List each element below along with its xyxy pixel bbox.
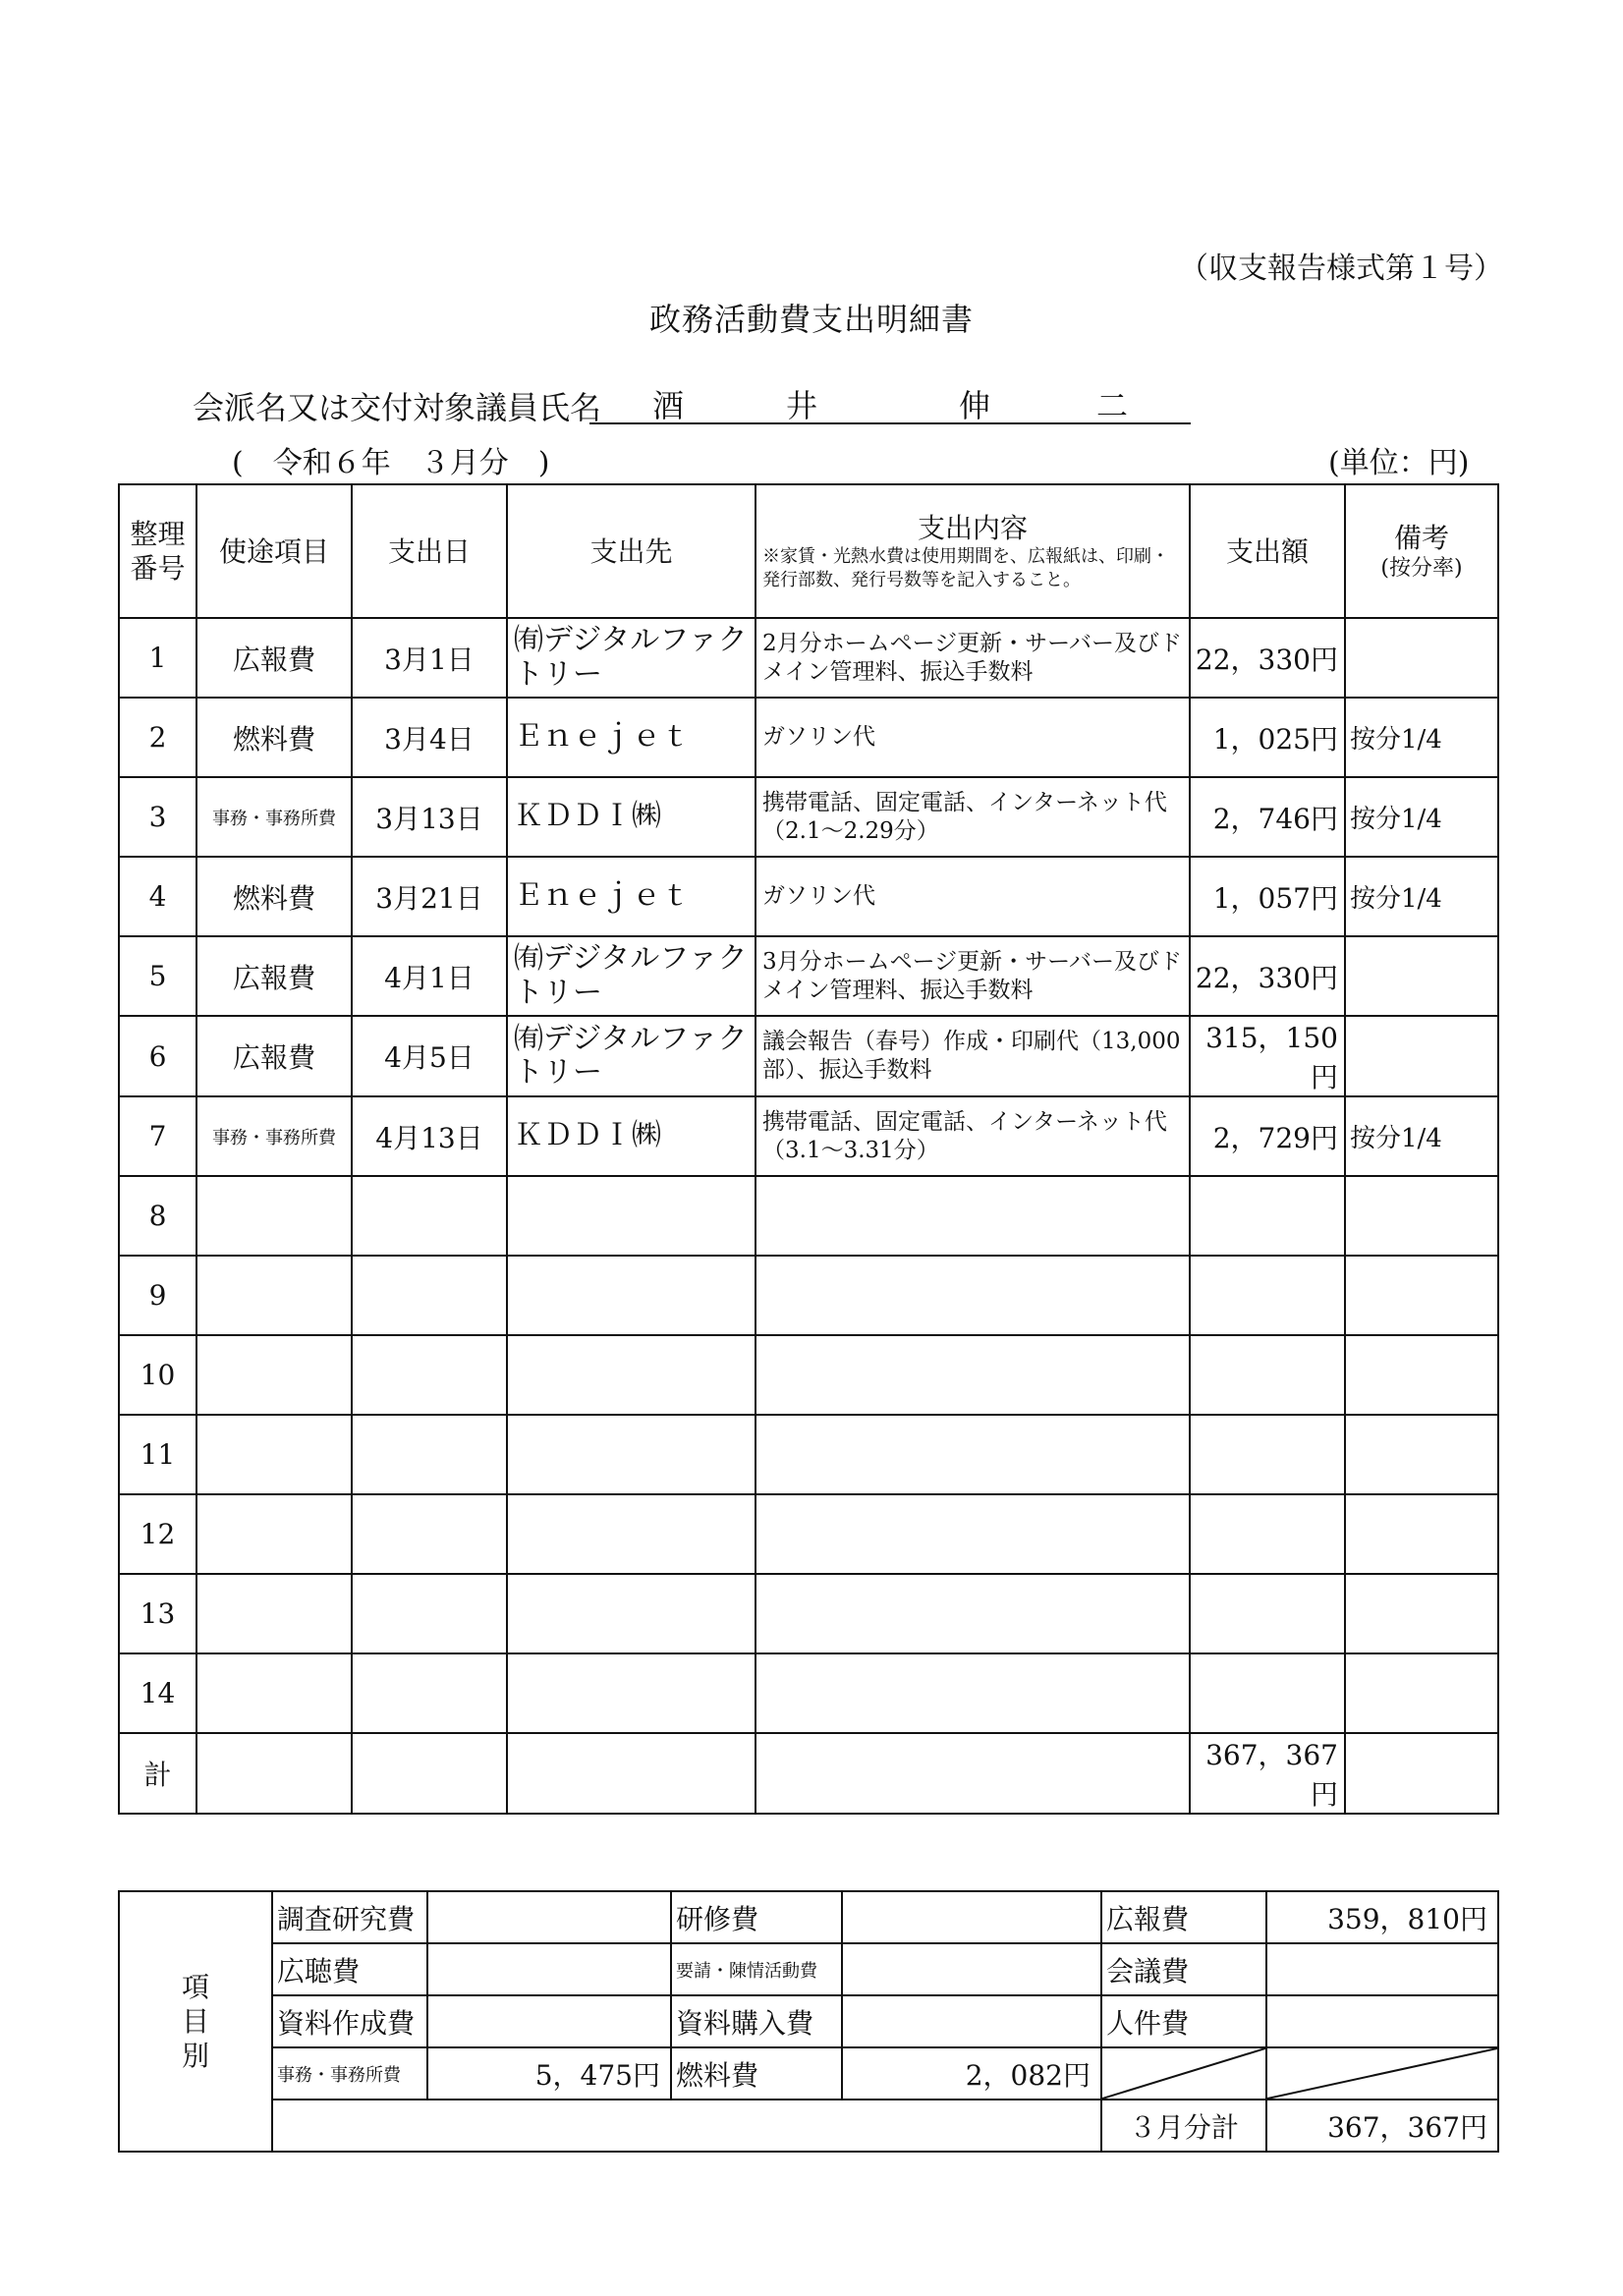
row-remarks bbox=[1345, 1415, 1498, 1494]
page-title: 政務活動費支出明細書 bbox=[648, 301, 974, 338]
row-amount bbox=[1190, 1335, 1345, 1415]
label-meeting: 会議費 bbox=[1101, 1943, 1266, 1995]
table-body bbox=[119, 618, 1498, 1733]
row-payee: ㈲デジタルファクトリー bbox=[507, 1016, 756, 1096]
row-item: 広報費 bbox=[196, 1016, 352, 1096]
row-date bbox=[352, 1256, 507, 1335]
row-content bbox=[756, 1176, 1190, 1256]
value-fuel: 2，082円 bbox=[842, 2047, 1101, 2100]
unit-label: (単位：円) bbox=[1328, 446, 1470, 480]
row-number: 8 bbox=[119, 1176, 196, 1256]
row-number: 3 bbox=[119, 777, 196, 857]
total-amount: 367，367円 bbox=[1190, 1733, 1345, 1814]
value-office: 5，475円 bbox=[427, 2047, 671, 2100]
row-date: 3月1日 bbox=[352, 618, 507, 698]
value-meeting bbox=[1266, 1943, 1498, 1995]
header-content-title: 支出内容 bbox=[917, 512, 1028, 545]
row-date bbox=[352, 1494, 507, 1574]
row-content: 携帯電話、固定電話、インターネット代（2.1～2.29分） bbox=[756, 777, 1190, 857]
row-item: 燃料費 bbox=[196, 698, 352, 777]
label-office: 事務・事務所費 bbox=[272, 2047, 427, 2100]
row-item bbox=[196, 1574, 352, 1653]
row-payee bbox=[507, 1574, 756, 1653]
header-content-note: ※家賃・光熱水費は使用期間を、広報紙は、印刷・発行部数、発行号数等を記入すること。 bbox=[762, 546, 1169, 590]
row-number: 10 bbox=[119, 1335, 196, 1415]
empty-cell bbox=[1345, 1733, 1498, 1814]
header-remarks-title: 備考 bbox=[1393, 521, 1449, 554]
row-date: 4月13日 bbox=[352, 1096, 507, 1176]
row-amount: 22，330円 bbox=[1190, 618, 1345, 698]
label-petition: 要請・陳情活動費 bbox=[671, 1943, 842, 1995]
row-item: 事務・事務所費 bbox=[196, 1096, 352, 1176]
row-item: 広報費 bbox=[196, 618, 352, 698]
row-date: 3月13日 bbox=[352, 777, 507, 857]
row-remarks: 按分1/4 bbox=[1345, 1096, 1498, 1176]
row-payee: ＫＤＤＩ㈱ bbox=[507, 777, 756, 857]
table-row bbox=[119, 1415, 1498, 1494]
row-date bbox=[352, 1176, 507, 1256]
value-petition bbox=[842, 1943, 1101, 1995]
value-material-purchase bbox=[842, 1995, 1101, 2047]
member-name-char: 井 bbox=[786, 387, 818, 424]
value-training bbox=[842, 1891, 1101, 1943]
label-hearing: 広聴費 bbox=[272, 1943, 427, 1995]
table-row bbox=[119, 936, 1498, 1016]
row-date: 4月5日 bbox=[352, 1016, 507, 1096]
row-amount: 2，729円 bbox=[1190, 1096, 1345, 1176]
row-number: 5 bbox=[119, 936, 196, 1016]
empty-cell bbox=[756, 1733, 1190, 1814]
member-name-char: 伸 bbox=[959, 387, 991, 424]
row-remarks bbox=[1345, 936, 1498, 1016]
total-label: 計 bbox=[119, 1733, 196, 1814]
category-side-label: 項 目 別 bbox=[119, 1891, 272, 2152]
table-row bbox=[119, 1574, 1498, 1653]
row-date: 4月1日 bbox=[352, 936, 507, 1016]
row-number: 9 bbox=[119, 1256, 196, 1335]
table-row bbox=[119, 777, 1498, 857]
row-amount bbox=[1190, 1574, 1345, 1653]
row-item bbox=[196, 1335, 352, 1415]
row-remarks bbox=[1345, 1256, 1498, 1335]
member-label: 会派名又は交付対象議員氏名 bbox=[193, 389, 602, 426]
month-total-value: 367，367円 bbox=[1266, 2100, 1498, 2152]
row-content bbox=[756, 1653, 1190, 1733]
header-remarks-sub: (按分率) bbox=[1380, 555, 1463, 581]
label-personnel: 人件費 bbox=[1101, 1995, 1266, 2047]
row-amount bbox=[1190, 1256, 1345, 1335]
header-date: 支出日 bbox=[352, 484, 507, 618]
row-content bbox=[756, 1494, 1190, 1574]
row-content bbox=[756, 1256, 1190, 1335]
row-remarks bbox=[1345, 1016, 1498, 1096]
row-number: 2 bbox=[119, 698, 196, 777]
header-remarks bbox=[1345, 484, 1498, 618]
member-name-char: 酒 bbox=[652, 387, 685, 424]
row-content: 携帯電話、固定電話、インターネット代（3.1～3.31分） bbox=[756, 1096, 1190, 1176]
row-date: 3月4日 bbox=[352, 698, 507, 777]
row-content: ガソリン代 bbox=[756, 698, 1190, 777]
row-item bbox=[196, 1415, 352, 1494]
table-header-row bbox=[119, 484, 1498, 618]
summary-row bbox=[119, 1943, 1498, 1995]
category-summary-table bbox=[118, 1890, 1499, 2153]
value-public-relations: 359，810円 bbox=[1266, 1891, 1498, 1943]
row-remarks bbox=[1345, 1574, 1498, 1653]
row-payee: ㈲デジタルファクトリー bbox=[507, 936, 756, 1016]
row-item bbox=[196, 1494, 352, 1574]
row-payee bbox=[507, 1415, 756, 1494]
empty-cell bbox=[352, 1733, 507, 1814]
row-date bbox=[352, 1415, 507, 1494]
row-number: 4 bbox=[119, 857, 196, 936]
row-content bbox=[756, 1335, 1190, 1415]
label-research: 調査研究費 bbox=[272, 1891, 427, 1943]
form-number: （収支報告様式第１号） bbox=[1179, 252, 1503, 286]
row-item bbox=[196, 1653, 352, 1733]
row-content bbox=[756, 1574, 1190, 1653]
diagonal-blank-cell bbox=[1266, 2047, 1498, 2100]
table-row bbox=[119, 1256, 1498, 1335]
header-payee: 支出先 bbox=[507, 484, 756, 618]
row-number: 1 bbox=[119, 618, 196, 698]
member-name-char: 二 bbox=[1096, 387, 1129, 424]
label-public-relations: 広報費 bbox=[1101, 1891, 1266, 1943]
row-number: 11 bbox=[119, 1415, 196, 1494]
row-payee bbox=[507, 1335, 756, 1415]
row-date bbox=[352, 1335, 507, 1415]
row-remarks: 按分1/4 bbox=[1345, 777, 1498, 857]
row-payee: Ｅｎｅｊｅｔ bbox=[507, 857, 756, 936]
table-row bbox=[119, 1016, 1498, 1096]
value-hearing bbox=[427, 1943, 671, 1995]
value-material-creation bbox=[427, 1995, 671, 2047]
row-payee: Ｅｎｅｊｅｔ bbox=[507, 698, 756, 777]
row-amount bbox=[1190, 1176, 1345, 1256]
row-item: 事務・事務所費 bbox=[196, 777, 352, 857]
label-fuel: 燃料費 bbox=[671, 2047, 842, 2100]
summary-row bbox=[119, 1995, 1498, 2047]
period: ( 令和６年 ３月分 ) bbox=[232, 446, 550, 480]
row-remarks: 按分1/4 bbox=[1345, 857, 1498, 936]
row-item bbox=[196, 1256, 352, 1335]
row-number: 12 bbox=[119, 1494, 196, 1574]
row-amount: 1，025円 bbox=[1190, 698, 1345, 777]
month-total-label: ３月分計 bbox=[1101, 2100, 1266, 2152]
table-row bbox=[119, 1653, 1498, 1733]
row-payee: ＫＤＤＩ㈱ bbox=[507, 1096, 756, 1176]
row-remarks bbox=[1345, 618, 1498, 698]
row-remarks bbox=[1345, 1335, 1498, 1415]
row-amount: 1，057円 bbox=[1190, 857, 1345, 936]
row-remarks: 按分1/4 bbox=[1345, 698, 1498, 777]
row-item bbox=[196, 1176, 352, 1256]
row-payee bbox=[507, 1256, 756, 1335]
row-amount: 2，746円 bbox=[1190, 777, 1345, 857]
row-date bbox=[352, 1653, 507, 1733]
row-payee bbox=[507, 1653, 756, 1733]
label-training: 研修費 bbox=[671, 1891, 842, 1943]
label-material-purchase: 資料購入費 bbox=[671, 1995, 842, 2047]
row-content: ガソリン代 bbox=[756, 857, 1190, 936]
table-row bbox=[119, 1494, 1498, 1574]
row-content bbox=[756, 1415, 1190, 1494]
row-number: 7 bbox=[119, 1096, 196, 1176]
row-amount bbox=[1190, 1494, 1345, 1574]
row-payee bbox=[507, 1494, 756, 1574]
row-date: 3月21日 bbox=[352, 857, 507, 936]
row-remarks bbox=[1345, 1494, 1498, 1574]
row-content: 議会報告（春号）作成・印刷代（13,000部）、振込手数料 bbox=[756, 1016, 1190, 1096]
row-number: 6 bbox=[119, 1016, 196, 1096]
header-content bbox=[756, 484, 1190, 618]
header-item: 使途項目 bbox=[196, 484, 352, 618]
row-number: 14 bbox=[119, 1653, 196, 1733]
row-item: 燃料費 bbox=[196, 857, 352, 936]
summary-total-row bbox=[119, 2100, 1498, 2152]
row-date bbox=[352, 1574, 507, 1653]
row-number: 13 bbox=[119, 1574, 196, 1653]
empty-cell bbox=[272, 2100, 1101, 2152]
header-amount: 支出額 bbox=[1190, 484, 1345, 618]
table-row bbox=[119, 698, 1498, 777]
empty-cell bbox=[196, 1733, 352, 1814]
table-row bbox=[119, 857, 1498, 936]
member-name bbox=[589, 381, 1191, 424]
summary-row bbox=[119, 2047, 1498, 2100]
row-payee: ㈲デジタルファクトリー bbox=[507, 618, 756, 698]
empty-cell bbox=[507, 1733, 756, 1814]
diagonal-blank-cell bbox=[1101, 2047, 1266, 2100]
row-content: 2月分ホームページ更新・サーバー及びドメイン管理料、振込手数料 bbox=[756, 618, 1190, 698]
row-amount: 315，150円 bbox=[1190, 1016, 1345, 1096]
table-row bbox=[119, 1335, 1498, 1415]
expense-table bbox=[118, 483, 1499, 1815]
value-research bbox=[427, 1891, 671, 1943]
table-row bbox=[119, 1096, 1498, 1176]
row-remarks bbox=[1345, 1176, 1498, 1256]
summary-row bbox=[119, 1891, 1498, 1943]
table-row bbox=[119, 618, 1498, 698]
row-content: 3月分ホームページ更新・サーバー及びドメイン管理料、振込手数料 bbox=[756, 936, 1190, 1016]
row-payee bbox=[507, 1176, 756, 1256]
row-remarks bbox=[1345, 1653, 1498, 1733]
table-row bbox=[119, 1176, 1498, 1256]
row-amount bbox=[1190, 1653, 1345, 1733]
label-material-creation: 資料作成費 bbox=[272, 1995, 427, 2047]
row-amount bbox=[1190, 1415, 1345, 1494]
header-no: 整理番号 bbox=[119, 484, 196, 618]
total-row bbox=[119, 1733, 1498, 1814]
value-personnel bbox=[1266, 1995, 1498, 2047]
row-item: 広報費 bbox=[196, 936, 352, 1016]
row-amount: 22，330円 bbox=[1190, 936, 1345, 1016]
